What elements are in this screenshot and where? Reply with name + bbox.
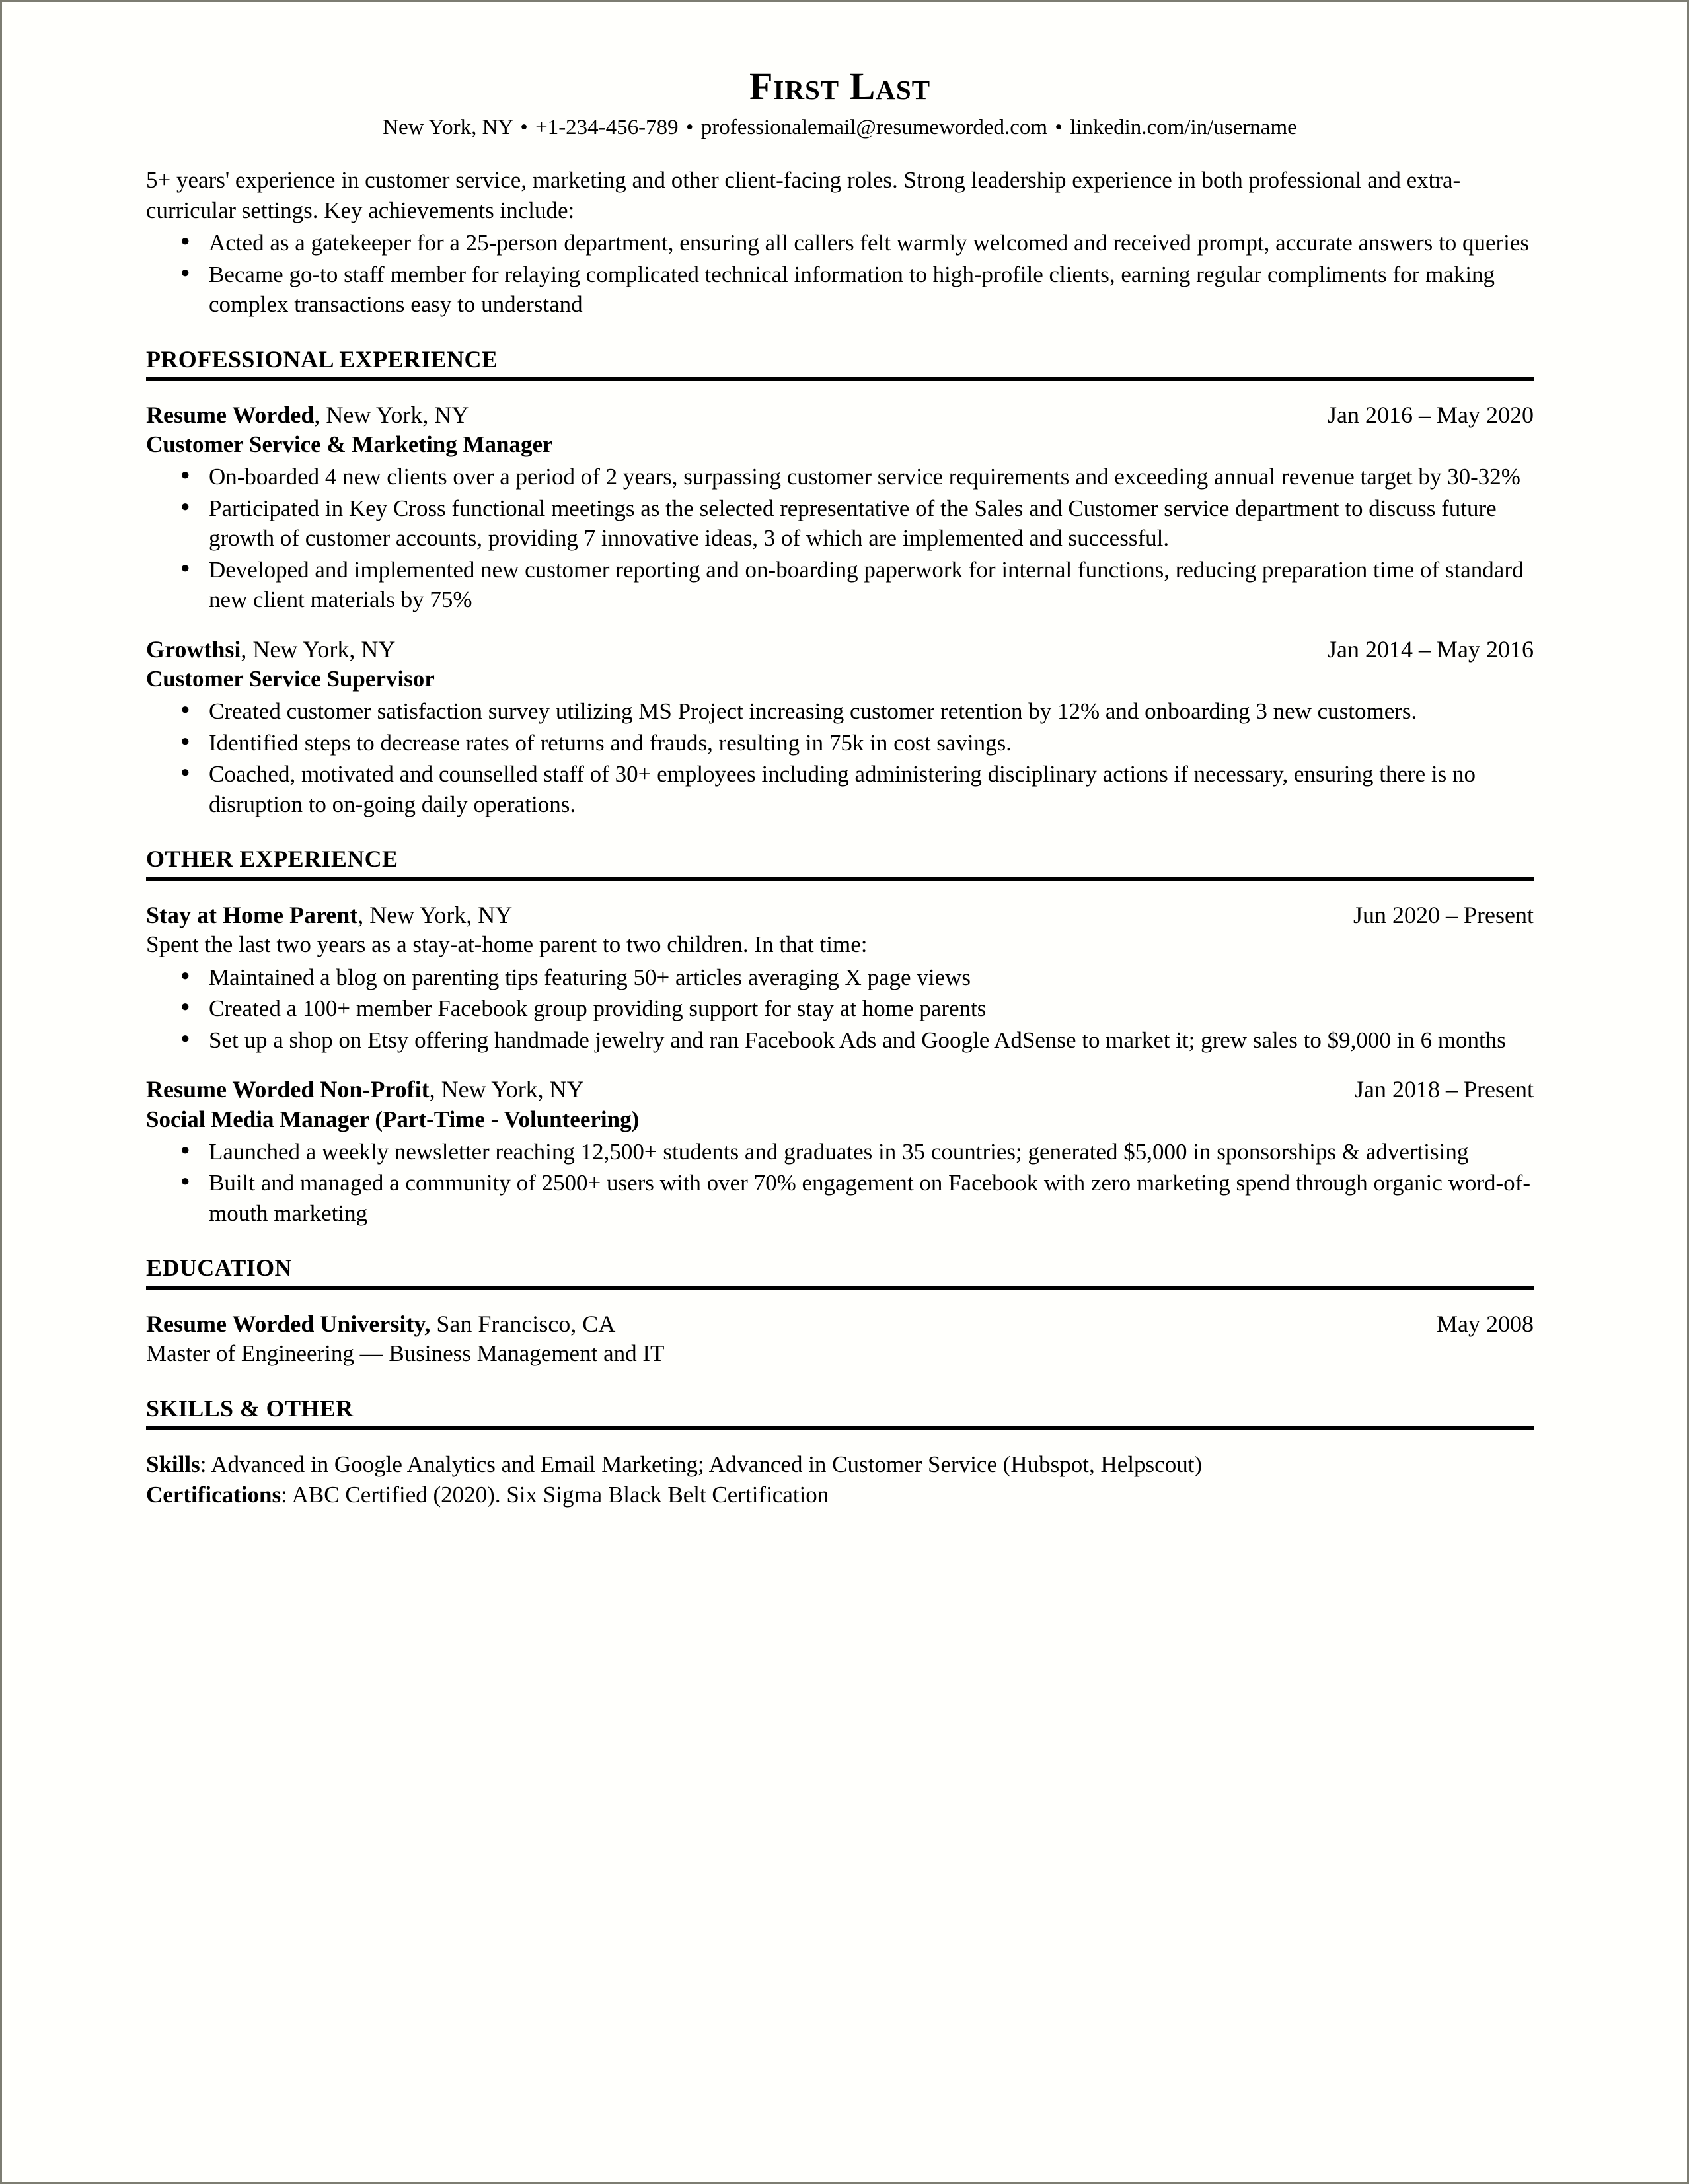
entry-location: , New York, NY <box>429 1076 584 1103</box>
entry-organization: Resume Worded Non-Profit <box>146 1076 430 1103</box>
entry-header <box>146 900 1534 930</box>
certifications-line <box>146 1480 1534 1510</box>
entry-org-location <box>146 635 395 665</box>
entry-org-location <box>146 1075 584 1105</box>
section-heading: SKILLS & OTHER <box>146 1395 354 1422</box>
section-education <box>146 1255 1534 1369</box>
entry-bullets <box>146 696 1534 819</box>
list-item: ● Created a 100+ member Facebook group providing support for stay at home parents <box>146 994 1534 1024</box>
entry-org-location <box>146 900 512 930</box>
resume-sheet <box>2 2 1687 2182</box>
experience-entry <box>146 635 1534 819</box>
entry-org-location <box>146 400 469 430</box>
summary-block <box>146 165 1534 320</box>
section-heading: EDUCATION <box>146 1255 292 1282</box>
experience-entry <box>146 900 1534 1056</box>
education-entry <box>146 1309 1534 1369</box>
entry-bullets <box>146 462 1534 615</box>
section-divider <box>146 877 1534 881</box>
contact-phone: +1-234-456-789 <box>535 115 679 139</box>
entry-bullets <box>146 963 1534 1056</box>
skills-line <box>146 1449 1534 1480</box>
entry-date: May 2008 <box>1437 1310 1534 1337</box>
entry-header <box>146 400 1534 430</box>
skills-value: : Advanced in Google Analytics and Email Marketing; Advanced in Customer Service (Hubspot, Helpscout) <box>200 1451 1203 1478</box>
list-item: ● Identified steps to decrease rates of returns and frauds, resulting in 75k in cost savings. <box>146 728 1534 758</box>
page-title: First Last <box>749 65 931 108</box>
entry-date: Jun 2020 – Present <box>1353 901 1534 928</box>
section-professional-experience <box>146 346 1534 820</box>
entry-organization: Growthsi <box>146 636 241 663</box>
list-item: ● Participated in Key Cross functional meetings as the selected representative of the Sales and Customer service department to discuss future growth of customer accounts, providing 7 innovative ideas, 3 of which are implemented and successful. <box>146 493 1534 554</box>
entry-bullets <box>146 1137 1534 1229</box>
section-other-experience <box>146 846 1534 1228</box>
entry-date: Jan 2016 – May 2020 <box>1328 401 1534 428</box>
entry-organization: Resume Worded <box>146 401 315 428</box>
entry-location: , New York, NY <box>314 401 469 428</box>
list-item: ● Developed and implemented new customer reporting and on-boarding paperwork for internal functions, reducing preparation time of standard new client materials by 75% <box>146 555 1534 615</box>
list-item: ● Set up a shop on Etsy offering handmade jewelry and ran Facebook Ads and Google AdSense to market it; grew sales to $9,000 in 6 months <box>146 1025 1534 1056</box>
summary-text: 5+ years' experience in customer service, marketing and other client-facing roles. Strong leadership experience in both professional and extra-curricular settings. Key achievements include: <box>146 167 1461 223</box>
skills-label: Skills <box>146 1451 200 1478</box>
list-item: ● Acted as a gatekeeper for a 25-person department, ensuring all callers felt warmly welcomed and received prompt, accurate answers to queries <box>146 228 1534 258</box>
entry-description: Spent the last two years as a stay-at-home parent to two children. In that time: <box>146 931 868 958</box>
section-skills-other <box>146 1395 1534 1510</box>
list-item: ● Created customer satisfaction survey utilizing MS Project increasing customer retention by 12% and onboarding 3 new customers. <box>146 696 1534 727</box>
experience-entry <box>146 1075 1534 1228</box>
bullet-separator-icon: • <box>520 115 528 139</box>
section-heading: OTHER EXPERIENCE <box>146 846 398 873</box>
bullet-separator-icon: • <box>685 115 694 139</box>
entry-role: Customer Service & Marketing Manager <box>146 431 553 458</box>
list-item: ● On-boarded 4 new clients over a period of 2 years, surpassing customer service requirements and exceeding annual revenue target by 30-32% <box>146 462 1534 492</box>
entry-location: San Francisco, CA <box>430 1310 616 1337</box>
list-item: ● Launched a weekly newsletter reaching 12,500+ students and graduates in 35 countries; generated $5,000 in sponsorships & advertising <box>146 1137 1534 1167</box>
skills-block <box>146 1449 1534 1510</box>
section-divider <box>146 1286 1534 1290</box>
list-item: ● Coached, motivated and counselled staff of 30+ employees including administering disciplinary actions if necessary, ensuring there is no disruption to on-going daily operations. <box>146 759 1534 819</box>
list-item: ● Became go-to staff member for relaying complicated technical information to high-profile clients, earning regular compliments for making complex transactions easy to understand <box>146 260 1534 320</box>
entry-location: , New York, NY <box>357 901 513 928</box>
certifications-label: Certifications <box>146 1481 282 1508</box>
entry-date: Jan 2018 – Present <box>1355 1076 1534 1103</box>
certifications-value: : ABC Certified (2020). Six Sigma Black Belt Certification <box>281 1481 829 1508</box>
entry-header <box>146 635 1534 665</box>
entry-organization: Resume Worded University, <box>146 1310 431 1337</box>
contact-line <box>146 114 1534 141</box>
contact-location: New York, NY <box>383 115 513 139</box>
entry-org-location <box>146 1309 615 1339</box>
summary-bullets <box>146 228 1534 320</box>
entry-organization: Stay at Home Parent <box>146 901 358 928</box>
contact-linkedin[interactable]: linkedin.com/in/username <box>1070 115 1297 139</box>
contact-email[interactable]: professionalemail@resumeworded.com <box>700 115 1048 139</box>
list-item: ● Maintained a blog on parenting tips featuring 50+ articles averaging X page views <box>146 963 1534 993</box>
experience-entry <box>146 400 1534 615</box>
section-divider <box>146 1426 1534 1430</box>
list-item: ● Built and managed a community of 2500+ users with over 70% engagement on Facebook with zero marketing spend through organic word-of-mouth marketing <box>146 1168 1534 1228</box>
entry-header <box>146 1075 1534 1105</box>
bullet-separator-icon: • <box>1055 115 1063 139</box>
education-degree: Master of Engineering — Business Management and IT <box>146 1340 665 1367</box>
entry-role: Customer Service Supervisor <box>146 666 435 692</box>
entry-date: Jan 2014 – May 2016 <box>1328 636 1534 663</box>
entry-header <box>146 1309 1534 1339</box>
section-divider <box>146 377 1534 381</box>
section-heading: PROFESSIONAL EXPERIENCE <box>146 346 498 373</box>
entry-location: , New York, NY <box>241 636 396 663</box>
entry-role: Social Media Manager (Part-Time - Volunteering) <box>146 1106 640 1132</box>
